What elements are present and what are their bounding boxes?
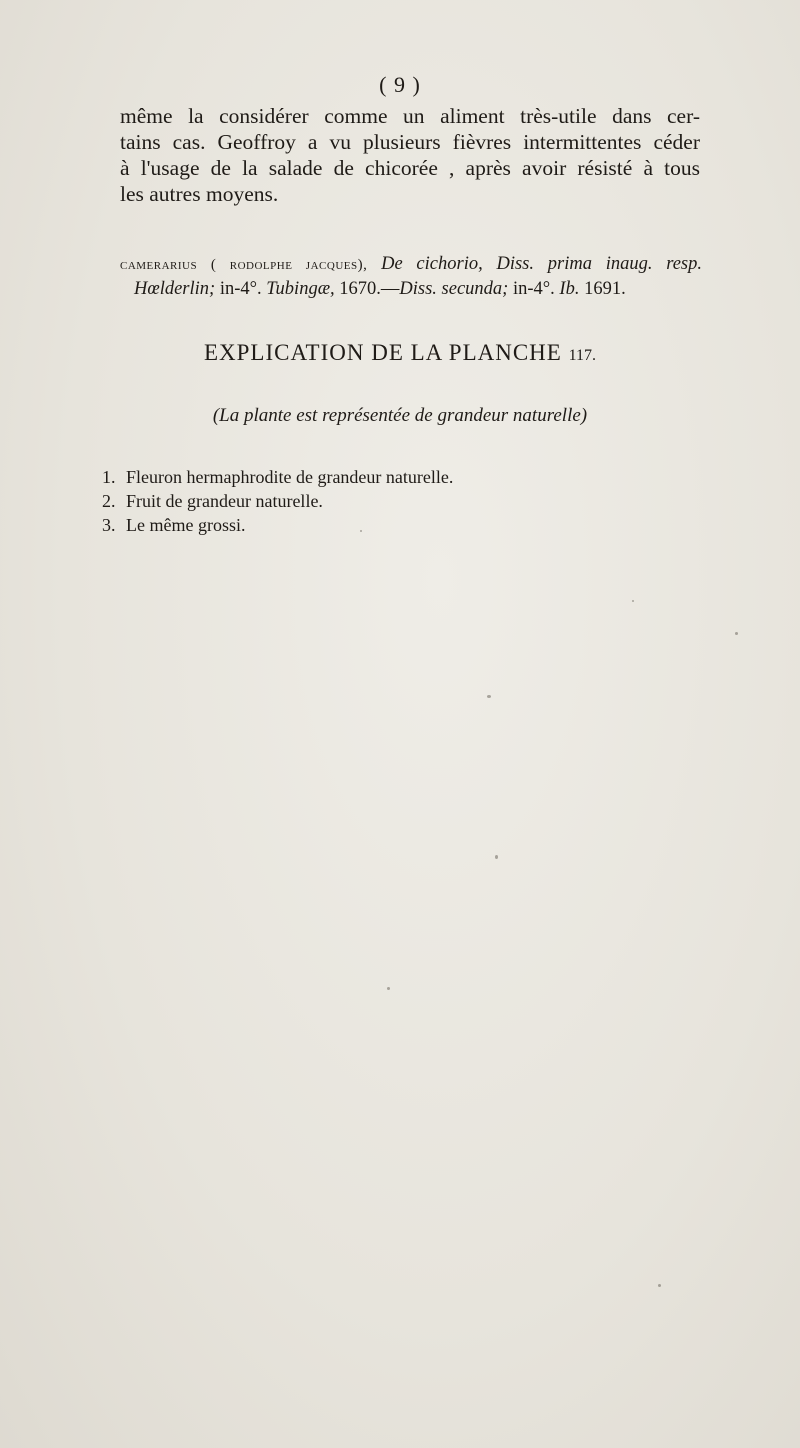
bibliography-respondent: Hœlderlin; (134, 279, 216, 299)
bibliography-title: De cichorio, Diss. prima inaug. resp. (381, 254, 703, 274)
bibliography-entry (120, 252, 702, 301)
paper-speck (658, 1284, 661, 1287)
paragraph-line: les autres moyens. (120, 182, 279, 206)
bibliography-place-2: Ib. (559, 279, 580, 299)
paper-speck (632, 600, 634, 602)
bibliography-place: Tubingæ, (266, 279, 335, 299)
bibliography-author-given: ( rodolphe jacques), (210, 257, 368, 273)
plate-heading-text: EXPLICATION DE LA PLANCHE (203, 340, 562, 365)
page-number: ( 9 ) (379, 72, 421, 97)
bibliography-year: 1670.— (334, 279, 400, 299)
paper-speck (735, 632, 738, 635)
item-text: Le même grossi. (126, 515, 246, 535)
bibliography-year-2: 1691. (579, 279, 626, 299)
bibliography-line-2 (120, 277, 702, 301)
list-item (102, 489, 662, 513)
bibliography-line-1 (120, 252, 702, 277)
bibliography-author: camerarius (120, 257, 198, 273)
list-item (102, 513, 662, 537)
paper-speck (495, 855, 498, 859)
paper-speck (387, 987, 390, 990)
bibliography-title-2: Diss. secunda; (399, 279, 509, 299)
item-number: 1. (102, 467, 116, 487)
bibliography-format: in-4°. (215, 279, 267, 299)
list-item (102, 465, 662, 489)
paper-speck (360, 530, 362, 532)
paragraph-line: tains cas. Geoffroy a vu plusieurs fièvres intermittentes céder (120, 130, 700, 154)
item-text: Fruit de grandeur naturelle. (126, 491, 323, 511)
plate-legend-list (102, 465, 662, 537)
plate-subtitle: (La plante est représentée de grandeur naturelle) (212, 405, 588, 426)
plate-heading-number: 117. (568, 347, 596, 364)
plate-heading (0, 340, 800, 366)
bibliography-format-2: in-4°. (508, 279, 560, 299)
item-number: 2. (102, 491, 116, 511)
item-text: Fleuron hermaphrodite de grandeur naturelle. (126, 467, 454, 487)
paragraph-line: à l'usage de la salade de chicorée , après avoir résisté à tous (120, 156, 700, 180)
paragraph-line: même la considérer comme un aliment très-utile dans cer- (120, 104, 700, 128)
body-paragraph (120, 103, 700, 207)
paper-speck (487, 695, 491, 698)
item-number: 3. (102, 515, 116, 535)
